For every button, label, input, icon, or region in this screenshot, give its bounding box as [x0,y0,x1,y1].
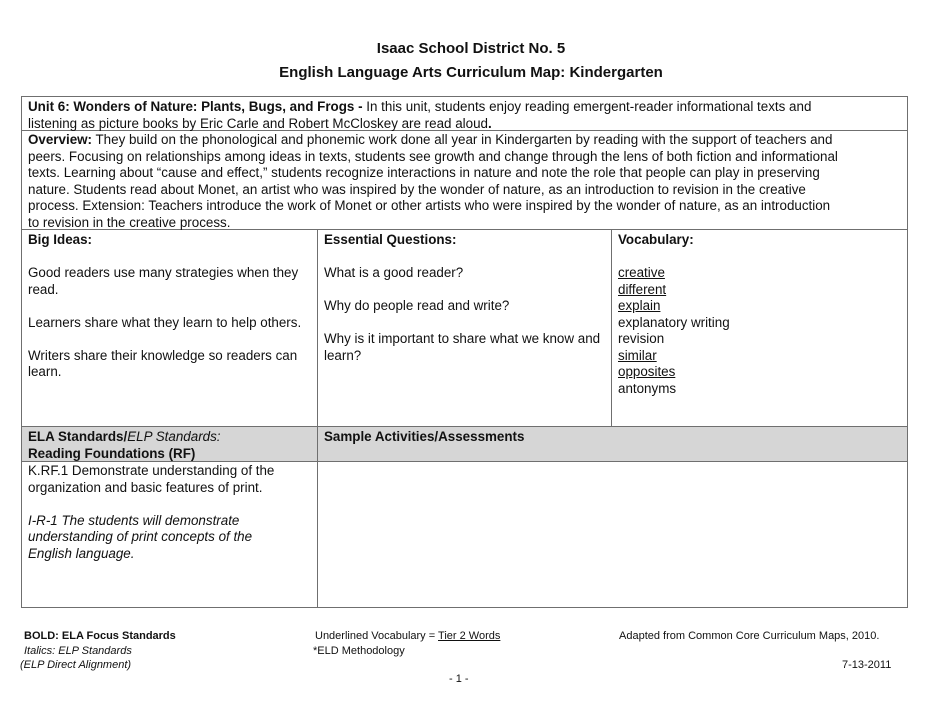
elp-standard-line: English language. [28,545,135,561]
big-idea-item: Learners share what they learn to help others. [28,314,302,330]
tier2-words: Tier 2 Words [438,630,501,642]
vocabulary-word: revision [618,331,665,346]
bold-legend: BOLD: ELA Focus Standards [24,630,176,642]
essential-question-item: Why is it important to share what we know and learn? [324,331,601,363]
table-border-top [21,96,908,97]
overview [22,131,907,232]
district-title: Isaac School District No. 5 [376,40,566,57]
unit-text-line1: In this unit, students enjoy reading emergent-reader informational texts and [362,99,812,114]
unit-text-line2: listening as picture books by Eric Carle and Robert McCloskey are read aloud [28,115,488,131]
reading-foundations-heading: Reading Foundations (RF) [28,445,196,461]
ela-standards-heading: ELA Standards/ [28,429,128,444]
adapted-note: Adapted from Common Core Curriculum Maps, 2010. [619,630,880,642]
overview-line: to revision in the creative process. [28,214,231,230]
table-border-bottom [21,607,908,608]
vocabulary-cell [612,231,907,398]
overview-line: peers. Focusing on relationships among ideas in texts, students see growth and change through the lens of both fiction and informational [28,148,838,164]
overview-line: They build on the phonological and phonemic work done all year in Kindergarten by reading with the support of teachers and [92,132,833,147]
activities-heading: Sample Activities/Assessments [324,429,525,444]
vocabulary-word: creative [618,265,665,280]
vocabulary-word: antonyms [618,380,677,396]
unit-description [22,98,907,133]
underline-legend-prefix: Underlined Vocabulary = [315,630,439,642]
ela-standard-line: K.RF.1 Demonstrate understanding of the [28,463,275,478]
document-date: 7-13-2011 [842,659,892,671]
italics-legend: Italics: ELP Standards [24,645,132,657]
unit-title: Unit 6: Wonders of Nature: Plants, Bugs, and Frogs - [28,99,363,114]
vocabulary-word: similar [618,347,657,363]
essential-questions-heading: Essential Questions: [324,232,457,247]
essential-question-item: Why do people read and write? [324,298,510,313]
elp-alignment-legend: (ELP Direct Alignment) [20,659,132,671]
essential-questions-cell [318,231,611,365]
overview-line: process. Extension: Teachers introduce the work of Monet or other artists who were inspired by the wonder of nature, as an introduction [28,198,831,213]
big-idea-item: Good readers use many strategies when they read. [28,265,299,297]
vocabulary-word: opposites [618,364,676,379]
underline-legend [315,630,500,643]
vocabulary-word: different [618,281,667,297]
elp-standard-line: I-R-1 The students will demonstrate [28,512,240,528]
page-number: - 1 - [449,673,469,685]
essential-question-item: What is a good reader? [324,265,464,280]
big-ideas-cell [22,231,317,382]
overview-line: nature. Students read about Monet, an artist who was inspired by the wonder of nature, as an introduction to revision in the creative [28,181,806,197]
row-divider-ideas [21,426,908,427]
standards-body-cell [22,462,317,563]
big-ideas-heading: Big Ideas: [28,232,92,247]
overview-line: texts. Learning about “cause and effect,” students recognize interactions in nature and note the role that people can play in preserving [28,165,820,180]
table-border-right [907,96,908,608]
vocabulary-word: explain [618,298,661,313]
vocabulary-word: explanatory writing [618,314,730,330]
standards-header-cell [22,428,317,463]
unit-text-end: . [487,115,492,131]
ela-standard-line: organization and basic features of print. [28,479,263,495]
vocabulary-heading: Vocabulary: [618,232,694,247]
curriculum-title: English Language Arts Curriculum Map: Kindergarten [279,64,663,81]
elp-standard-line: understanding of print concepts of the [28,529,253,544]
overview-label: Overview: [28,132,93,147]
big-idea-item: Writers share their knowledge so readers can learn. [28,347,298,379]
eld-methodology: *ELD Methodology [313,645,405,657]
elp-standards-heading: ELP Standards: [127,429,221,444]
activities-header-cell [318,428,907,447]
